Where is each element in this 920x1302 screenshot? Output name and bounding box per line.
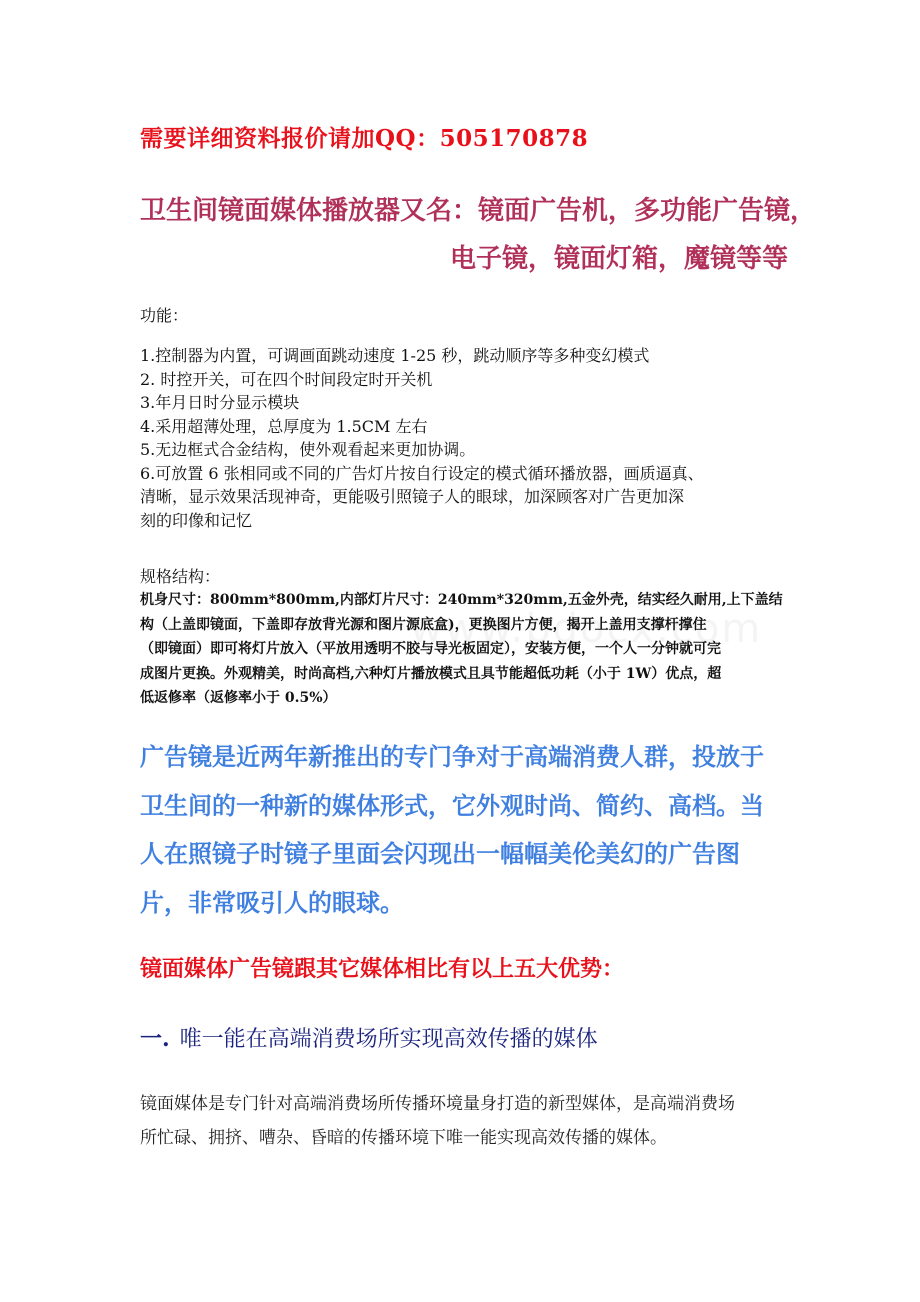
functions-line: 6.可放置 6 张相同或不同的广告灯片按自行设定的模式循环播放器，画质逼真、 xyxy=(140,463,704,483)
intro-line-2: 电子镜，镜面灯箱，魔镜等等 xyxy=(450,244,789,274)
functions-heading: 功能： xyxy=(140,306,189,325)
specs-line: 低返修率（返修率小于 0.5%） xyxy=(140,690,337,706)
mirror-line: 广告镜是近两年新推出的专门争对于高端消费人群，投放于 xyxy=(140,742,764,771)
specs-body xyxy=(140,588,790,711)
advantages-title: 镜面媒体广告镜跟其它媒体相比有以上五大优势： xyxy=(140,956,625,982)
contact-line: 需要详细资料报价请加QQ：505170878 xyxy=(140,125,589,152)
functions-line: 2. 时控开关，可在四个时间段定时开关机 xyxy=(140,369,433,389)
functions-line: 刻的印像和记忆 xyxy=(140,510,253,530)
section-number: 一. xyxy=(140,1026,170,1052)
section-body xyxy=(140,1087,790,1155)
functions-line: 4.采用超薄处理，总厚度为 1.5CM 左右 xyxy=(140,416,428,436)
mirror-line: 人在照镜子时镜子里面会闪现出一幅幅美伦美幻的广告图 xyxy=(140,839,740,868)
specs-heading: 规格结构： xyxy=(140,567,221,586)
specs-line: 成图片更换。外观精美，时尚高档,六种灯片播放模式且具节能超低功耗（小于 1W）优点，超 xyxy=(140,665,722,682)
functions-line: 清晰，显示效果活现神奇，更能吸引照镜子人的眼球，加深顾客对广告更加深 xyxy=(140,487,685,506)
functions-line: 1.控制器为内置，可调画面跳动速度 1-25 秒，跳动顺序等多种变幻模式 xyxy=(140,346,650,365)
specs-line: 构（上盖即镜面，下盖即存放背光源和图片源底盒)，更换图片方便，揭开上盖用支撑杆撑住 xyxy=(140,616,707,633)
mirror-line: 卫生间的一种新的媒体形式，它外观时尚、简约、高档。当 xyxy=(140,790,764,820)
section-heading xyxy=(140,1022,598,1053)
specs-line: （即镜面）即可将灯片放入（平放用透明不胶与导光板固定），安装方便，一个人一分钟就可完 xyxy=(140,641,721,657)
specs-line: 机身尺寸：800mm*800mm,内部灯片尺寸：240mm*320mm,五金外壳，结实经久耐用,上下盖结 xyxy=(140,592,783,608)
section-body-line: 镜面媒体是专门针对高端消费场所传播环境量身打造的新型媒体，是高端消费场 xyxy=(140,1094,735,1114)
functions-list xyxy=(140,344,790,532)
mirror-description xyxy=(140,733,790,927)
mirror-line: 片，非常吸引人的眼球。 xyxy=(140,887,404,917)
section-body-line: 所忙碌、拥挤、嘈杂、昏暗的传播环境下唯一能实现高效传播的媒体。 xyxy=(140,1128,667,1148)
functions-line: 5.无边框式合金结构，使外观看起来更加协调。 xyxy=(140,440,476,459)
intro-line-1: 卫生间镜面媒体播放器又名：镜面广告机，多功能广告镜， xyxy=(140,196,817,226)
section-title: 唯一能在高端消费场所实现高效传播的媒体 xyxy=(179,1027,598,1052)
functions-line: 3.年月日时分显示模块 xyxy=(140,393,300,412)
